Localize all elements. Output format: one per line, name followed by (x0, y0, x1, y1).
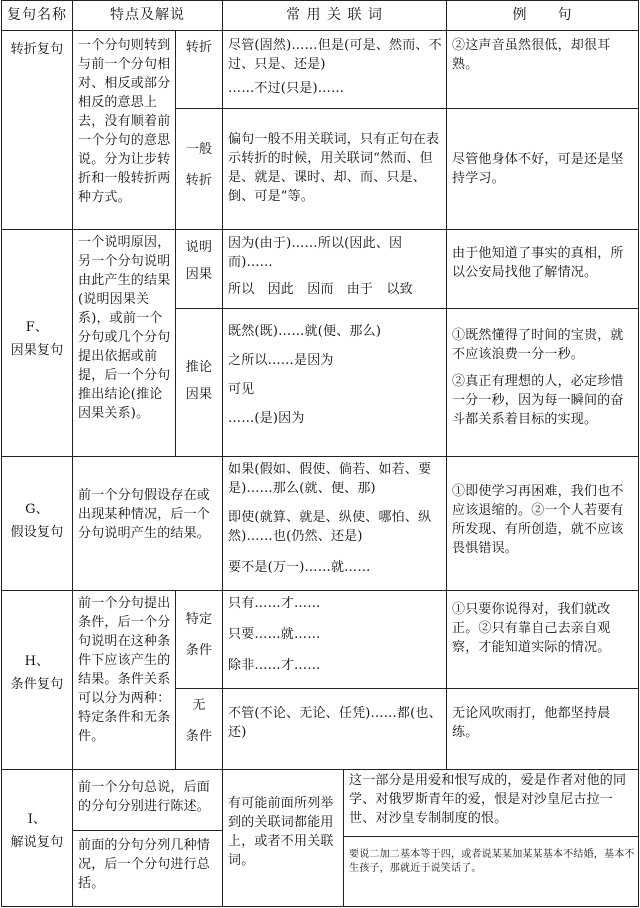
label-line: 因果 (185, 267, 213, 282)
zhuanzhe-sub2-label (176, 140, 222, 190)
label-line: 无 (192, 698, 206, 713)
label-line: 因果 (185, 387, 213, 402)
jiashe-example: ①即使学习再困难，我们也不应该退缩的。②一个人若要有所发现、有所创造，就不应该畏惧错误。 (452, 484, 624, 556)
rule-js-bottom (1, 590, 639, 591)
rule-tj-mid (175, 688, 639, 689)
zhuanzhe-sub1-label: 转折 (185, 40, 213, 55)
label-line: 一般 (185, 142, 213, 157)
conjunction-line: 所以 因此 因而 由于 以致 (228, 282, 413, 297)
rule-col4-lower (343, 769, 344, 907)
header-examples: 例 句 (512, 7, 573, 23)
example-line: ①既然懂得了时间的宝贵，就不应该浪费一分一秒。 (452, 328, 624, 362)
conjunction-line: 要不是(万一)……就…… (228, 560, 371, 575)
zhuanzhe-sub1-example: ②这声音虽然很低，却很耳熟。 (452, 38, 611, 72)
conjunction-line: 既然(既)……就(便、那么) (228, 324, 382, 339)
tiaojian-sub1-conjunctions (228, 594, 442, 675)
label-line: 条件 (185, 643, 213, 658)
rule-yg-mid (175, 308, 639, 309)
jieshuo-description-2: 前面的分句分列几种情况，后一个分句进行总括。 (78, 838, 211, 891)
tiaojian-sub2-label (176, 696, 222, 746)
tiaojian-sub2-conjunctions: 不管(不论、无论、任凭)……都(也、还) (228, 706, 442, 740)
name-line: F、 (25, 320, 49, 335)
conjunction-line: 只要……就…… (228, 627, 321, 642)
label-line: 条件 (185, 729, 213, 744)
yinguo-sub1-conjunctions (228, 234, 442, 304)
conjunction-line: ……(是)因为 (228, 411, 305, 426)
conjunction-line: 之所以……是因为 (228, 353, 334, 368)
section-name-jieshuo (2, 810, 72, 852)
rule-yg-bottom (1, 456, 639, 457)
name-line: 假设复句 (10, 525, 64, 540)
rule-jsh-desc-mid (72, 830, 222, 831)
conjunction-line: ……不过(只是)…… (228, 81, 345, 96)
section-name-yinguo (2, 318, 72, 360)
rule-left (1, 0, 2, 907)
jieshuo-example-2: 要说二加二基本等于四，或者说某某加某某基本不结婚，基本不生孩子，那就近于说笑话了。 (349, 849, 635, 874)
rule-header (1, 30, 639, 31)
zhuanzhe-sub2-conjunctions: 偏句一般不用关联词，只有正句在表示转折的时候，用关联词“然而、但是、就是、课时、却、而、只是、倒、可是”等。 (228, 132, 440, 204)
yinguo-sub1-label (176, 238, 222, 284)
header-conjunctions: 常 用 关 联 词 (286, 7, 383, 23)
rule-col4-upper (446, 0, 447, 770)
tiaojian-sub1-label (176, 610, 222, 660)
yinguo-description: 一个说明原因，另一个分句说明由此产生的结果(说明因果关系)，或前一个分句或几个分句提出依据或前提，后一个分句推出结论(推论因果关系)。 (78, 235, 171, 421)
yinguo-sub2-label (176, 358, 222, 404)
rule-col1 (72, 0, 73, 907)
name-line: 因果复句 (10, 343, 64, 358)
tiaojian-sub2-example: 无论风吹雨打，他都坚持晨练。 (452, 706, 611, 740)
name-line: G、 (25, 502, 49, 517)
rule-right (638, 0, 639, 907)
rule-zz-mid (175, 108, 639, 109)
label-line: 特定 (185, 612, 213, 627)
header-name: 复句名称 (7, 7, 67, 23)
section-name-tiaojian (2, 652, 72, 694)
jieshuo-description-1: 前一个分句总说，后面的分句分别进行陈述。 (78, 780, 211, 814)
label-line: 转折 (185, 173, 213, 188)
rule-col3 (222, 0, 223, 907)
rule-sub-zz (175, 30, 176, 230)
conjunction-line: 尽管(固然)……但是(可是、然而、不过、只是、还是) (228, 38, 442, 72)
conjunction-line: 如果(假如、假使、倘若、如若、要是)……那么(就、便、那) (228, 462, 432, 496)
jieshuo-conjunctions: 有可能前面所列举到的关联词都能用上，或者不用关联词。 (228, 796, 334, 868)
yinguo-sub2-conjunctions (228, 322, 442, 428)
jieshuo-example-1: 这一部分是用爱和恨写成的，爱是作者对他的同学、对俄罗斯青年的爱，恨是对沙皇尼古拉一世、对沙皇专制制度的恨。 (349, 773, 627, 826)
jiashe-conjunctions (228, 460, 442, 577)
conjunction-line: 因为(由于)……所以(因此、因而)…… (228, 236, 403, 270)
rule-zz-bottom (1, 229, 639, 230)
rule-jsh-ex-mid (343, 836, 639, 837)
zhuanzhe-sub2-example: 尽管他身体不好，可是还是坚持学习。 (452, 152, 624, 186)
label-line: 推论 (185, 360, 213, 375)
section-name-zhuanzhe: 转折复句 (10, 42, 64, 57)
conjunction-line: 可见 (228, 382, 255, 397)
rule-tj-bottom (1, 769, 639, 770)
tiaojian-sub1-example: ①只要你说得对，我们就改正。②只有靠自己去亲自观察，才能知道实际的情况。 (452, 602, 611, 655)
label-line: 说明 (185, 240, 213, 255)
jiashe-description: 前一个分句假设存在或出现某种情况，后一个分句说明产生的结果。 (78, 488, 211, 541)
example-line: ②真正有理想的人，必定珍惜一分一秒，因为每一瞬间的奋斗都关系着目标的实现。 (452, 374, 624, 427)
rule-top (1, 0, 639, 1)
name-line: H、 (24, 654, 50, 669)
name-line: 解说复句 (10, 835, 64, 850)
header-features: 特点及解说 (110, 7, 185, 23)
name-line: I、 (27, 812, 47, 827)
name-line: 条件复句 (10, 677, 64, 692)
zhuanzhe-sub1-conjunctions (228, 36, 442, 103)
conjunction-line: 即使(就算、就是、纵使、哪怕、纵然)……也(仍然、还是) (228, 510, 432, 544)
conjunction-line: 除非……才…… (228, 658, 321, 673)
conjunction-line: 只有……才…… (228, 596, 321, 611)
yinguo-sub2-examples (452, 326, 634, 429)
rule-bottom (1, 906, 639, 907)
zhuanzhe-description: 一个分句则转到与前一个分句相对、相反或部分相反的意思上去，没有顺着前一个分句的意思说。分为让步转折和一般转折两种方式。 (78, 38, 171, 205)
yinguo-sub1-example: 由于他知道了事实的真相，所以公安局找他了解情况。 (452, 246, 624, 280)
section-name-jiashe (2, 500, 72, 542)
tiaojian-description: 前一个分句提出条件，后一个分句说明在这种条件下应该产生的结果。条件关系可以分为两种：特定条件和无条件。 (78, 596, 171, 744)
